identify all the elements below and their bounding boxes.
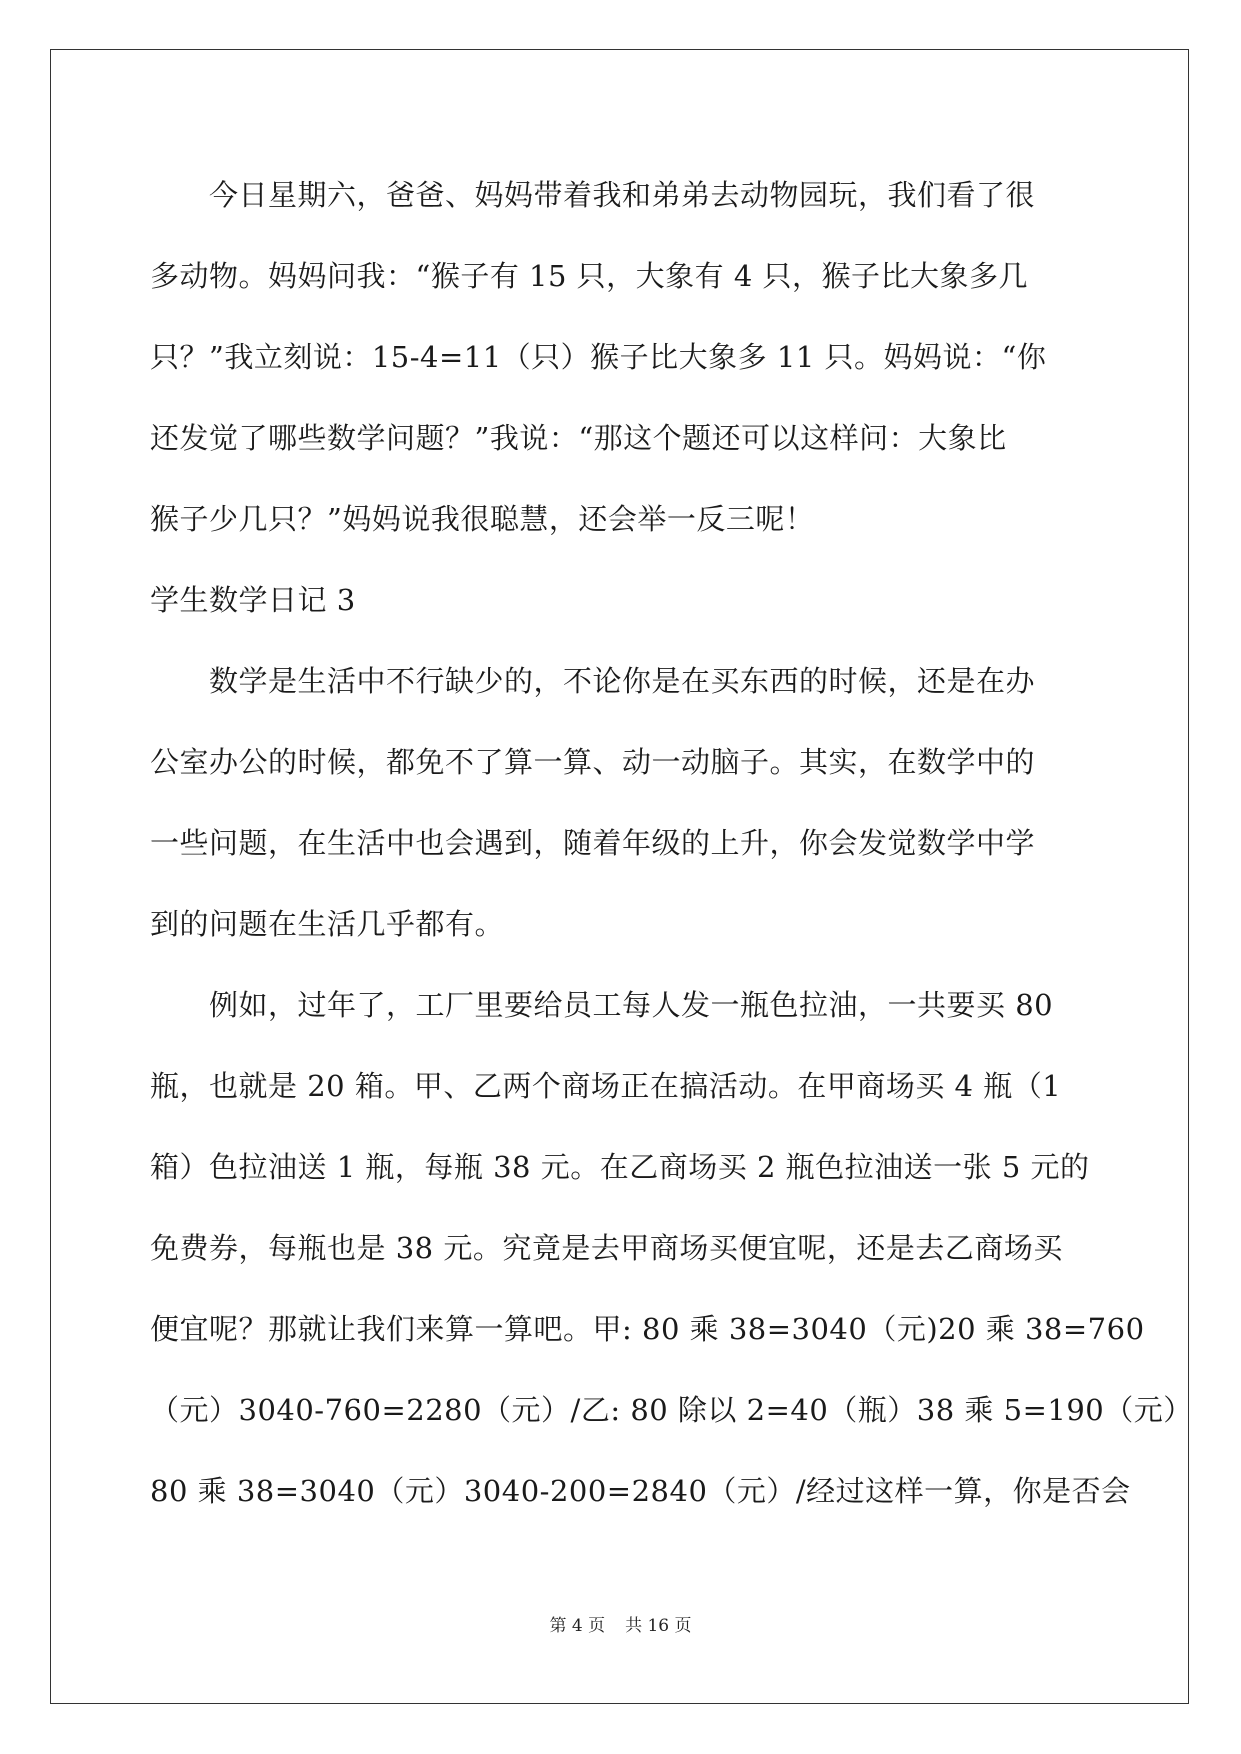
text-line: 80 乘 38=3040（元）3040-200=2840（元）/经过这样一算，你是否会 bbox=[150, 1474, 1131, 1508]
text-line: 还发觉了哪些数学问题？”我说：“那这个题还可以这样问：大象比 bbox=[150, 421, 1007, 455]
text-line: 瓶，也就是 20 箱。甲、乙两个商场正在搞活动。在甲商场买 4 瓶（1 bbox=[150, 1069, 1062, 1103]
text-line: 便宜呢？那就让我们来算一算吧。甲: 80 乘 38=3040（元)20 乘 38=760 bbox=[150, 1312, 1145, 1346]
text-line: 数学是生活中不行缺少的，不论你是在买东西的时候，还是在办 bbox=[150, 664, 1036, 698]
text-line: 多动物。妈妈问我：“猴子有 15 只，大象有 4 只，猴子比大象多几 bbox=[150, 259, 1029, 293]
text-line: （元）3040-760=2280（元）/乙: 80 除以 2=40（瓶）38 乘 5=190（元） bbox=[150, 1393, 1193, 1427]
page-footer bbox=[0, 1611, 1241, 1636]
document-body bbox=[150, 155, 1193, 1532]
text-line: 今日星期六，爸爸、妈妈带着我和弟弟去动物园玩，我们看了很 bbox=[150, 178, 1036, 212]
text-line: 到的问题在生活几乎都有。 bbox=[150, 907, 505, 941]
section-heading: 学生数学日记 3 bbox=[150, 583, 356, 617]
page-total: 共 16 页 bbox=[625, 1616, 692, 1636]
text-line: 例如，过年了，工厂里要给员工每人发一瓶色拉油，一共要买 80 bbox=[150, 988, 1054, 1022]
text-line: 公室办公的时候，都免不了算一算、动一动脑子。其实，在数学中的 bbox=[150, 745, 1036, 779]
text-line: 免费券，每瓶也是 38 元。究竟是去甲商场买便宜呢，还是去乙商场买 bbox=[150, 1231, 1063, 1265]
text-line: 只？”我立刻说：15-4=11（只）猴子比大象多 11 只。妈妈说：“你 bbox=[150, 340, 1047, 374]
text-line: 箱）色拉油送 1 瓶，每瓶 38 元。在乙商场买 2 瓶色拉油送一张 5 元的 bbox=[150, 1150, 1090, 1184]
text-line: 一些问题，在生活中也会遇到，随着年级的上升，你会发觉数学中学 bbox=[150, 826, 1036, 860]
text-line: 猴子少几只？”妈妈说我很聪慧，还会举一反三呢！ bbox=[150, 502, 815, 536]
page-number: 第 4 页 bbox=[549, 1616, 606, 1636]
